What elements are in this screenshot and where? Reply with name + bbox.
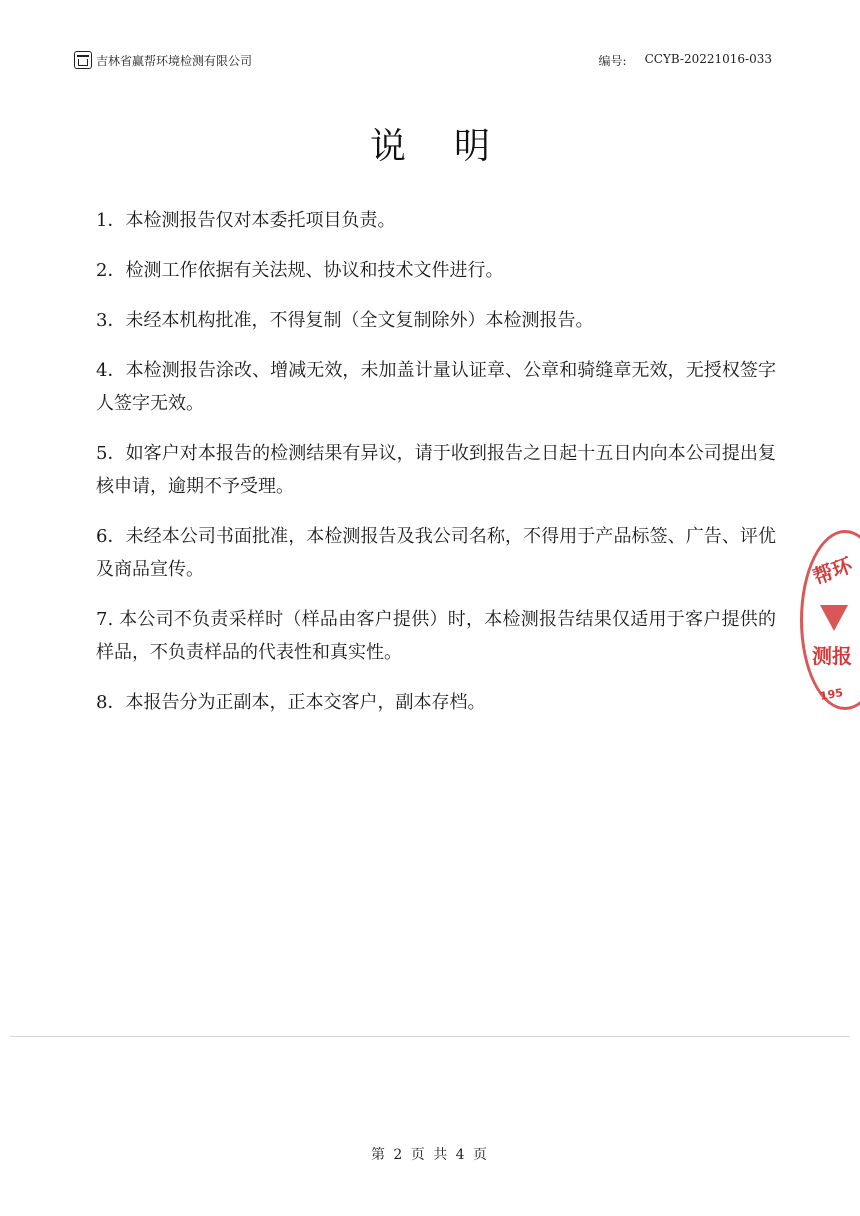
company-brand bbox=[74, 51, 252, 69]
note-item: 4．本检测报告涂改、增减无效，未加盖计量认证章、公章和骑缝章无效，无授权签字人签字无效。 bbox=[96, 360, 776, 414]
notes-list bbox=[96, 204, 776, 736]
report-number bbox=[599, 52, 772, 69]
seal-stamp-text-bottom: 195 bbox=[819, 686, 844, 703]
page-title: 说明 bbox=[369, 126, 538, 167]
note-item: 3．未经本机构批准，不得复制（全文复制除外）本检测报告。 bbox=[96, 310, 594, 331]
report-number-label: 编号: bbox=[598, 53, 627, 68]
company-logo-icon bbox=[74, 51, 92, 69]
seal-stamp-text-top: 帮环 bbox=[809, 552, 856, 590]
note-item: 5．如客户对本报告的检测结果有异议，请于收到报告之日起十五日内向本公司提出复核申请，逾期不予受理。 bbox=[96, 443, 776, 497]
note-item: 8．本报告分为正副本，正本交客户，副本存档。 bbox=[96, 692, 486, 713]
report-number-value: CCYB-20221016-033 bbox=[644, 51, 772, 66]
page-number: 第 2 页 共 4 页 bbox=[370, 1147, 490, 1163]
footer-divider bbox=[10, 1036, 850, 1037]
seal-star-icon bbox=[820, 605, 848, 631]
note-item: 2．检测工作依据有关法规、协议和技术文件进行。 bbox=[96, 260, 504, 281]
note-item: 1．本检测报告仅对本委托项目负责。 bbox=[96, 210, 396, 231]
note-item: 6．未经本公司书面批准，本检测报告及我公司名称，不得用于产品标签、广告、评优及商品宣传。 bbox=[96, 526, 776, 580]
note-item: 7. 本公司不负责采样时（样品由客户提供）时，本检测报告结果仅适用于客户提供的样品，不负责样品的代表性和真实性。 bbox=[96, 609, 776, 663]
seal-stamp-text-mid: 测报 bbox=[812, 644, 852, 668]
company-name: 吉林省赢帮环境检测有限公司 bbox=[96, 53, 253, 68]
page-header bbox=[74, 50, 772, 70]
